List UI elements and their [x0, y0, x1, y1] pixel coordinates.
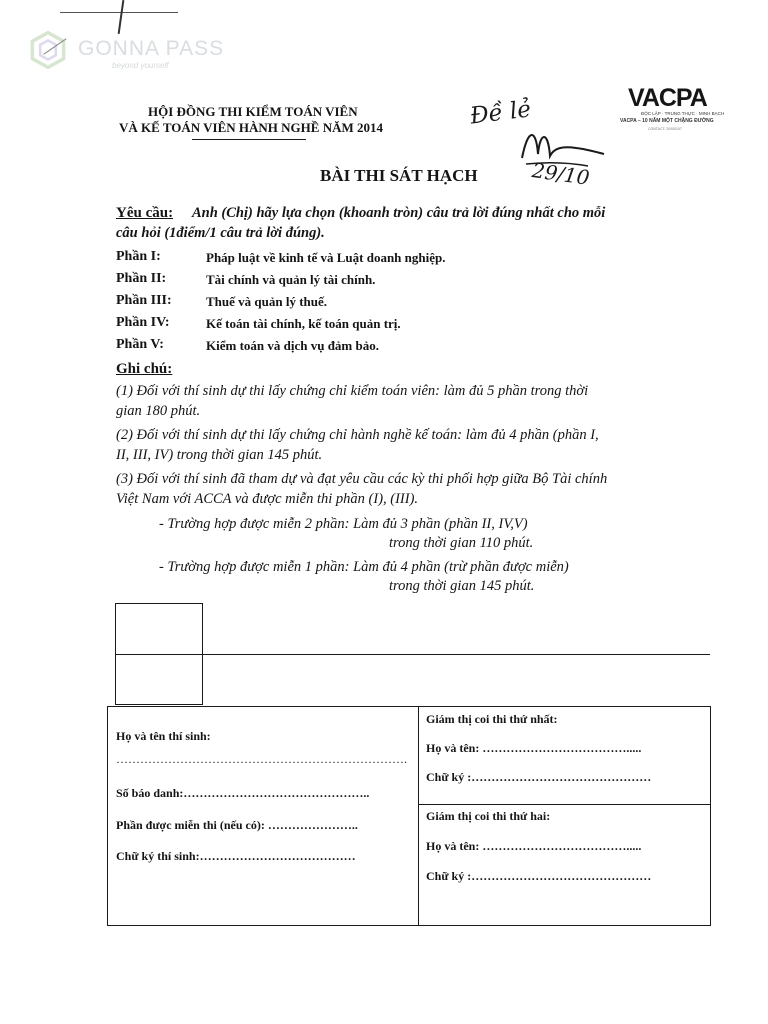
vacpa-logo: VACPA	[628, 84, 707, 112]
part-5-label: Phần V:	[116, 337, 164, 352]
proctor-1-name-field: Họ và tên: ……………………………….....	[426, 741, 642, 755]
watermark-tagline: beyond yourself	[112, 61, 169, 70]
logo-sub: CONTACT: 20000107	[648, 127, 682, 131]
candidate-number-field: Số báo danh:………………………………………..	[116, 786, 370, 800]
watermark-name: GONNA PASS	[78, 37, 225, 60]
case-1-line2: trong thời gian 110 phút.	[389, 535, 534, 551]
part-2-text: Tài chính và quản lý tài chính.	[206, 272, 376, 287]
case-2-line2: trong thời gian 145 phút.	[389, 578, 535, 594]
case-1-line1: - Trường hợp được miễn 2 phần: Làm đủ 3 phần (phần II, IV,V)	[159, 516, 528, 532]
note-1-line2: gian 180 phút.	[116, 403, 201, 419]
council-title-line1: HỘI ĐỒNG THI KIỂM TOÁN VIÊN	[148, 104, 358, 119]
candidate-name-label: Họ và tên thí sinh:	[116, 729, 211, 743]
requirement-line1: Anh (Chị) hãy lựa chọn (khoanh tròn) câu trả lời đúng nhất cho mỗi	[192, 205, 606, 221]
part-3-label: Phần III:	[116, 293, 172, 308]
handwritten-note: Đề lẻ	[468, 96, 533, 130]
exam-title: BÀI THI SÁT HẠCH	[320, 166, 478, 185]
proctor-divider	[418, 804, 711, 805]
proctor-1-signature-field: Chữ ký :………………………………………	[426, 770, 652, 784]
handwritten-date: 29/10	[530, 158, 592, 190]
note-3-line2: Việt Nam với ACCA và được miễn thi phần (I), (III).	[116, 491, 419, 507]
logo-motto: ĐỘC LẬP · TRUNG THỰC · MINH BẠCH	[641, 111, 725, 116]
part-4-label: Phần IV:	[116, 315, 170, 330]
part-4-text: Kế toán tài chính, kế toán quản trị.	[206, 316, 401, 331]
candidate-signature-field: Chữ ký thí sinh:…………………………………	[116, 849, 356, 863]
proctor-2-title: Giám thị coi thi thứ hai:	[426, 809, 551, 823]
part-2-label: Phần II:	[116, 271, 167, 286]
watermark-logo-icon	[28, 30, 68, 70]
logo-years: VACPA – 10 NĂM MỘT CHẶNG ĐƯỜNG	[620, 118, 714, 124]
candidate-proctor-divider	[418, 706, 419, 926]
scan-mark	[118, 0, 125, 34]
case-2-line1: - Trường hợp được miễn 1 phần: Làm đủ 4 phần (trừ phần được miễn)	[159, 559, 569, 575]
part-5-text: Kiểm toán và dịch vụ đảm bảo.	[206, 338, 379, 353]
note-2-line2: II, III, IV) trong thời gian 145 phút.	[116, 447, 323, 463]
proctor-1-title: Giám thị coi thi thứ nhất:	[426, 712, 558, 726]
header-underline	[192, 139, 306, 140]
proctor-2-signature-field: Chữ ký :………………………………………	[426, 869, 652, 883]
requirement-line2: câu hỏi (1điểm/1 câu trả lời đúng).	[116, 225, 325, 241]
part-1-label: Phần I:	[116, 249, 161, 264]
scan-line-top	[60, 12, 178, 13]
note-1-line1: (1) Đối với thí sinh dự thi lấy chứng chỉ kiểm toán viên: làm đủ 5 phần trong thời	[116, 383, 589, 399]
requirement-label: Yêu cầu:	[116, 205, 174, 221]
note-2-line1: (2) Đối với thí sinh dự thi lấy chứng chỉ hành nghề kế toán: làm đủ 4 phần (phần I,	[116, 427, 599, 443]
proctor-2-name-field: Họ và tên: ……………………………….....	[426, 839, 642, 853]
note-3-line1: (3) Đối với thí sinh đã tham dự và đạt yêu cầu các kỳ thi phối hợp giữa Bộ Tài chính	[116, 471, 608, 487]
part-3-text: Thuế và quản lý thuế.	[206, 294, 328, 309]
council-title-line2: VÀ KẾ TOÁN VIÊN HÀNH NGHỀ NĂM 2014	[119, 120, 383, 135]
score-box-divider	[115, 654, 710, 655]
exemption-field: Phần được miễn thi (nếu có): …………………..	[116, 818, 358, 832]
notes-label: Ghi chú:	[116, 361, 173, 377]
candidate-name-field: ……………………………………………………………….	[116, 752, 407, 766]
part-1-text: Pháp luật về kinh tế và Luật doanh nghiệp.	[206, 250, 446, 265]
